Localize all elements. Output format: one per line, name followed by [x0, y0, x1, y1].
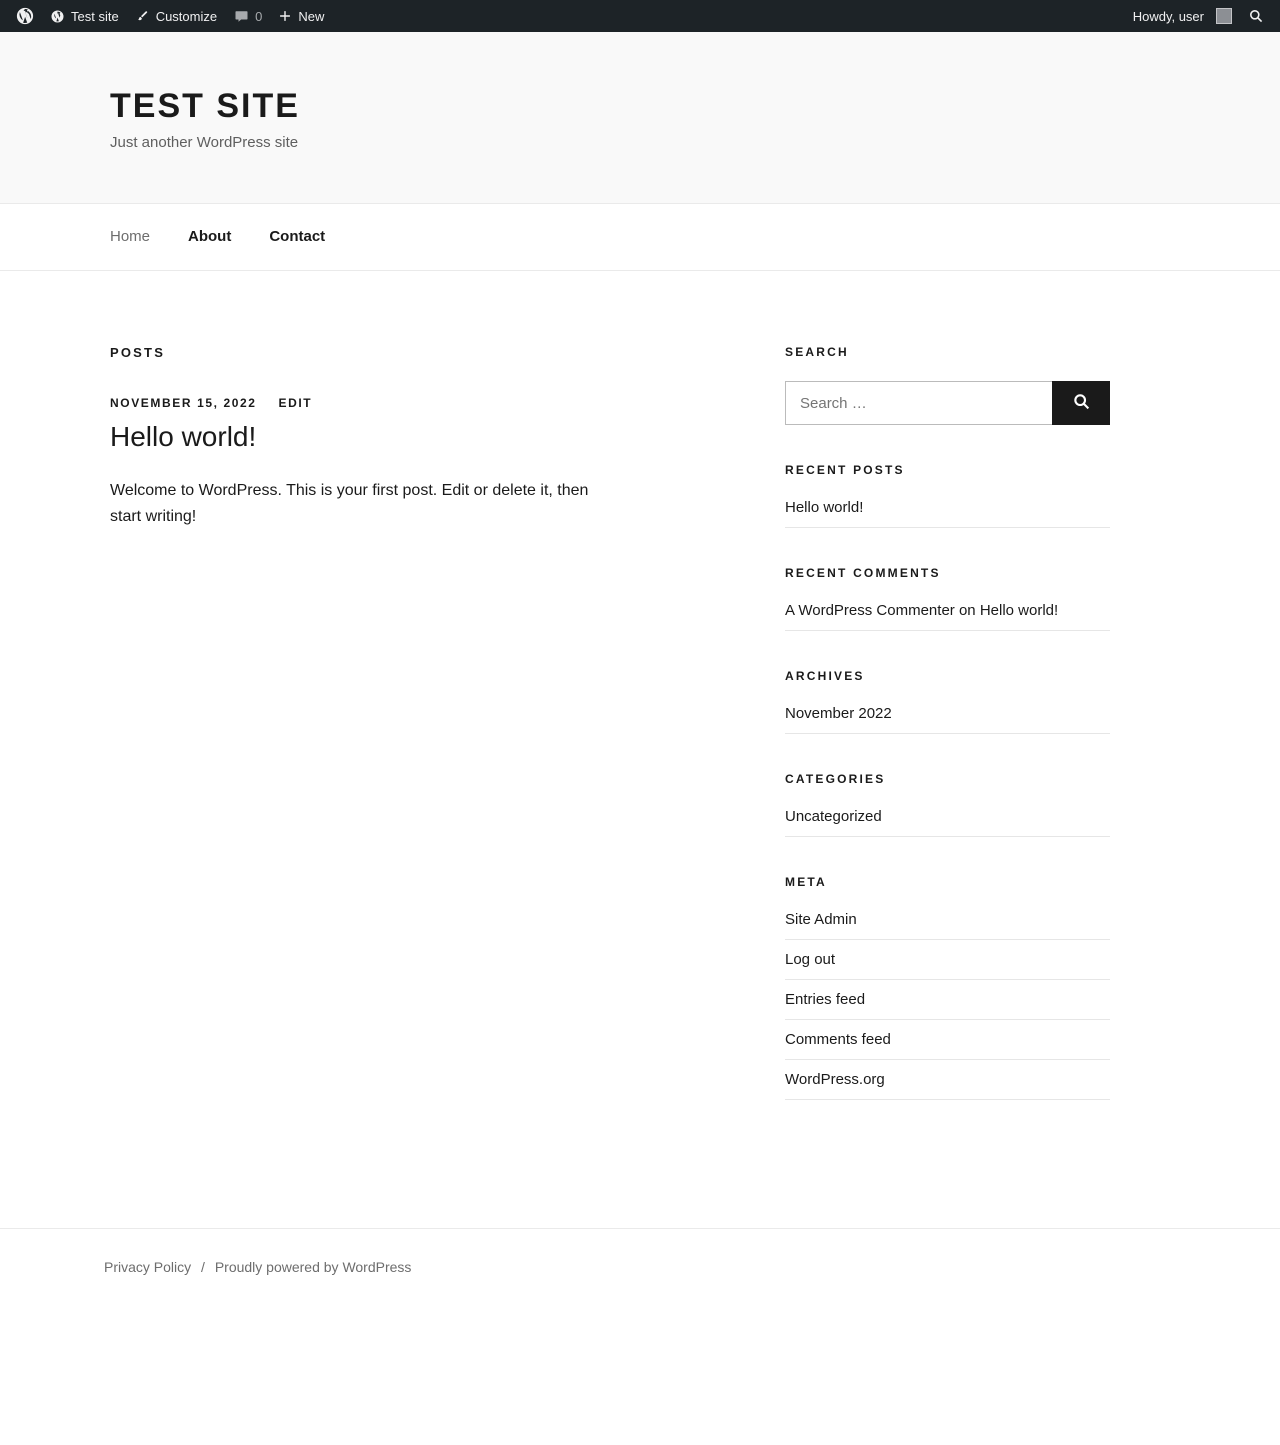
- recent-post-link[interactable]: Hello world!: [785, 499, 864, 516]
- post-edit-link[interactable]: EDIT: [278, 396, 313, 410]
- widget-title-search: SEARCH: [785, 345, 849, 359]
- admin-bar-site-name[interactable]: [42, 0, 127, 32]
- primary-navigation: [0, 204, 1280, 271]
- paintbrush-icon: [135, 9, 150, 24]
- widget-title-recent-comments: RECENT COMMENTS: [785, 566, 941, 580]
- comment-post-link[interactable]: Hello world!: [979, 602, 1059, 619]
- archive-link[interactable]: November 2022: [785, 705, 892, 722]
- post-meta: [110, 396, 690, 410]
- list-item[interactable]: [785, 980, 1110, 1020]
- nav-list: [110, 204, 1170, 270]
- recent-posts-list: [785, 499, 1110, 528]
- archives-list: [785, 705, 1110, 734]
- meta-link-log-out[interactable]: Log out: [785, 951, 836, 968]
- plus-icon: [278, 9, 292, 23]
- widget-archives: [785, 669, 1110, 734]
- wordpress-logo-icon: [16, 7, 34, 25]
- search-icon: [1248, 8, 1264, 24]
- admin-bar-comments-count: 0: [255, 8, 263, 24]
- wordpress-credit-link[interactable]: Proudly powered by WordPress: [214, 1259, 412, 1275]
- admin-bar-new-label: New: [298, 8, 325, 24]
- list-item[interactable]: [785, 499, 1110, 528]
- page-title: TEST SITE: [110, 87, 300, 125]
- post-date-link[interactable]: NOVEMBER 15, 2022: [110, 396, 257, 410]
- list-item[interactable]: [785, 1020, 1110, 1060]
- search-submit-button[interactable]: [1052, 381, 1110, 425]
- meta-link-comments-feed[interactable]: Comments feed: [785, 1031, 891, 1048]
- site-footer: [0, 1228, 1280, 1315]
- footer-separator: /: [201, 1259, 205, 1275]
- admin-bar-customize[interactable]: [127, 0, 225, 32]
- widget-recent-comments: [785, 566, 1110, 631]
- admin-bar-comments[interactable]: [225, 0, 270, 32]
- widget-title-meta: META: [785, 875, 827, 889]
- admin-bar-customize-label: Customize: [155, 8, 218, 24]
- list-item[interactable]: [785, 808, 1110, 837]
- site-description: Just another WordPress site: [110, 134, 299, 151]
- widget-title-categories: CATEGORIES: [785, 772, 886, 786]
- nav-link-contact[interactable]: Contact: [269, 228, 326, 245]
- admin-bar-new[interactable]: [270, 0, 332, 32]
- list-item[interactable]: [785, 1060, 1110, 1100]
- widget-meta: [785, 875, 1110, 1100]
- categories-list: [785, 808, 1110, 837]
- admin-bar-howdy-label: Howdy, user: [1132, 8, 1204, 24]
- comment-on-word: on: [958, 602, 976, 619]
- search-icon: [1072, 392, 1091, 414]
- admin-bar-my-account[interactable]: [1125, 0, 1240, 32]
- widget-categories: [785, 772, 1110, 837]
- widget-title-recent-posts: RECENT POSTS: [785, 463, 905, 477]
- admin-bar-search-button[interactable]: [1240, 0, 1272, 32]
- post-article: [110, 396, 690, 530]
- list-item[interactable]: [785, 911, 1110, 940]
- list-item[interactable]: [785, 940, 1110, 980]
- site-header: [0, 32, 1280, 204]
- widget-recent-posts: [785, 463, 1110, 528]
- list-item[interactable]: [785, 602, 1110, 631]
- search-input[interactable]: [785, 381, 1052, 425]
- search-form: [785, 381, 1110, 425]
- meta-link-wordpress-org[interactable]: WordPress.org: [785, 1071, 885, 1088]
- footer-inner: [90, 1259, 1190, 1275]
- wordpress-logo-icon[interactable]: [8, 0, 42, 32]
- widget-search: [785, 345, 1110, 425]
- comment-author: A WordPress Commenter: [785, 602, 955, 619]
- meta-list: [785, 911, 1110, 1100]
- meta-link-entries-feed[interactable]: Entries feed: [785, 991, 866, 1008]
- admin-bar-site-name-label: Test site: [71, 8, 119, 24]
- comment-bubble-icon: [233, 8, 249, 24]
- widget-title-archives: ARCHIVES: [785, 669, 865, 683]
- meta-link-site-admin[interactable]: Site Admin: [785, 911, 857, 928]
- content-area: [110, 271, 1170, 1138]
- category-link[interactable]: Uncategorized: [785, 808, 882, 825]
- admin-bar-right: [1125, 0, 1272, 32]
- post-title: [110, 420, 690, 454]
- list-item[interactable]: [785, 705, 1110, 734]
- privacy-policy-link[interactable]: Privacy Policy: [104, 1259, 192, 1275]
- main-content: [110, 345, 690, 1138]
- sidebar: [785, 345, 1110, 1138]
- nav-link-about[interactable]: About: [188, 228, 232, 245]
- post-title-link[interactable]: Hello world!: [110, 421, 257, 452]
- posts-section-label: POSTS: [110, 345, 166, 360]
- post-excerpt: Welcome to WordPress. This is your first post. Edit or delete it, then start writing!: [110, 481, 589, 525]
- nav-item-contact[interactable]: [269, 228, 325, 246]
- nav-item-home[interactable]: [110, 228, 150, 246]
- dashboard-home-icon: [50, 9, 65, 24]
- nav-item-about[interactable]: [188, 228, 231, 246]
- admin-bar: [0, 0, 1280, 32]
- avatar: [1216, 8, 1232, 24]
- nav-link-home[interactable]: Home: [110, 228, 151, 245]
- recent-comments-list: [785, 602, 1110, 631]
